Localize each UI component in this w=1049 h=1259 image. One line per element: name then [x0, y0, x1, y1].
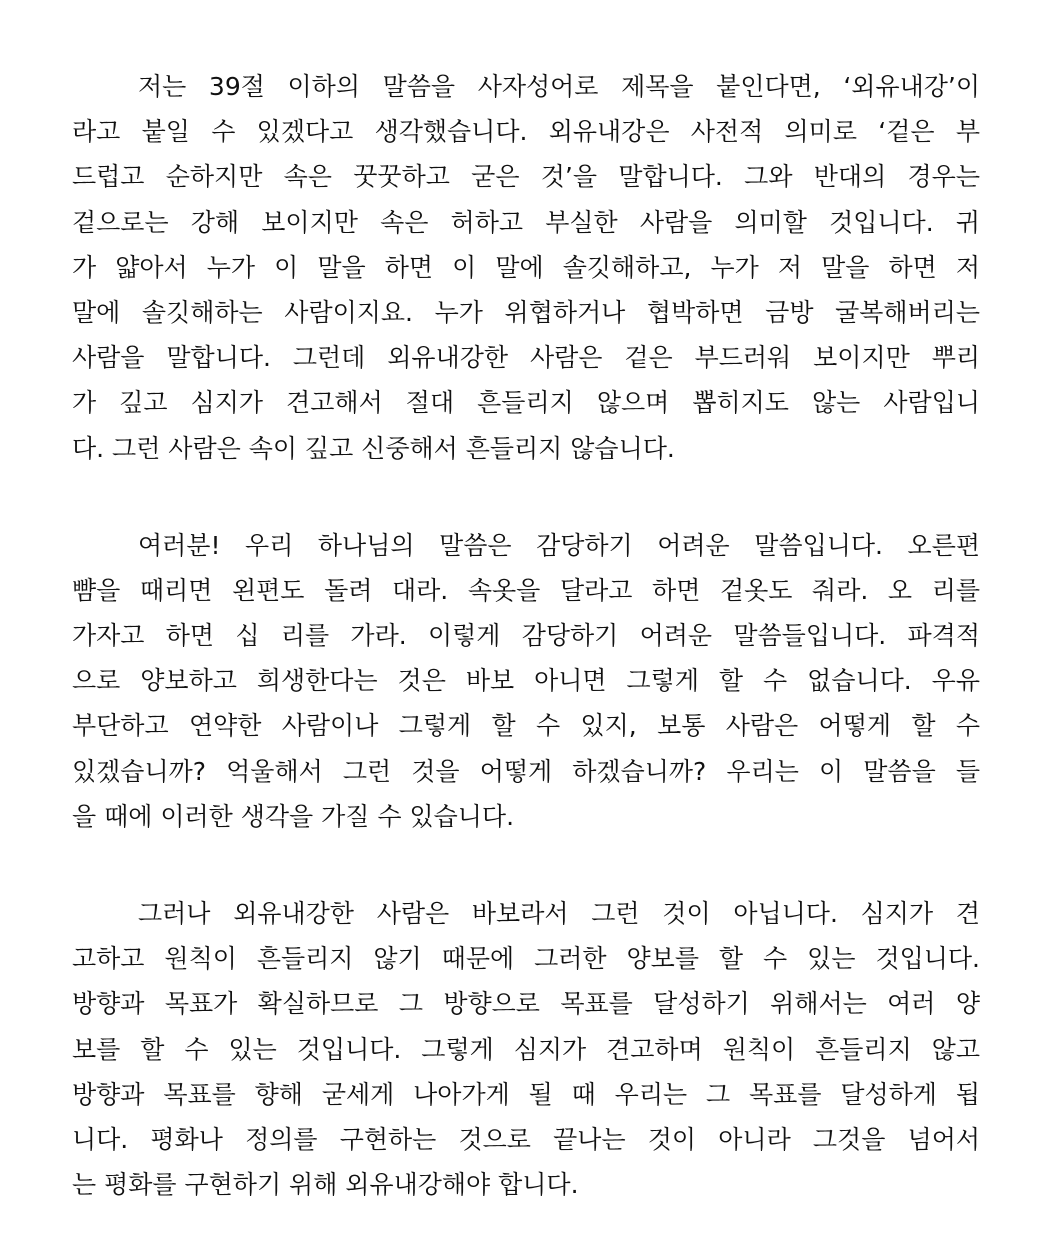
- text-line: 말에 솔깃해하는 사람이지요. 누가 위협하거나 협박하면 금방 굴복해버리는: [72, 297, 980, 327]
- text-line: 가 얇아서 누가 이 말을 하면 이 말에 솔깃해하고, 누가 저 말을 하면 저: [72, 252, 980, 282]
- text-line: 저는 39절 이하의 말씀을 사자성어로 제목을 붙인다면, ‘외유내강’이: [138, 72, 980, 101]
- text-line: 다. 그런 사람은 속이 깊고 신중해서 흔들리지 않습니다.: [72, 433, 675, 463]
- text-line: 보를 할 수 있는 것입니다. 그렇게 심지가 견고하며 원칙이 흔들리지 않고: [72, 1034, 980, 1064]
- text-line: 을 때에 이러한 생각을 가질 수 있습니다.: [72, 801, 515, 831]
- document-page: [72, 64, 980, 1259]
- text-line: 겉으로는 강해 보이지만 속은 허하고 부실한 사람을 의미할 것입니다. 귀: [72, 207, 980, 237]
- paragraph-2: [72, 523, 980, 839]
- text-line: 방향과 목표를 향해 굳세게 나아가게 될 때 우리는 그 목표를 달성하게 됩: [72, 1079, 980, 1109]
- text-line: 뺨을 때리면 왼편도 돌려 대라. 속옷을 달라고 하면 겉옷도 줘라. 오 리를: [72, 575, 980, 605]
- text-line: 있겠습니까? 억울해서 그런 것을 어떻게 하겠습니까? 우리는 이 말씀을 들: [72, 756, 980, 786]
- paragraph-3: [72, 891, 980, 1207]
- text-line: 니다. 평화나 정의를 구현하는 것으로 끝나는 것이 아니라 그것을 넘어서: [72, 1124, 980, 1154]
- text-line: 드럽고 순하지만 속은 꿋꿋하고 굳은 것’을 말합니다. 그와 반대의 경우는: [72, 162, 980, 192]
- text-line: 부단하고 연약한 사람이나 그렇게 할 수 있지, 보통 사람은 어떻게 할 수: [72, 711, 980, 741]
- text-line: 라고 붙일 수 있겠다고 생각했습니다. 외유내강은 사전적 의미로 ‘겉은 부: [72, 117, 980, 147]
- text-line: 가 깊고 심지가 견고해서 절대 흔들리지 않으며 뽑히지도 않는 사람입니: [72, 388, 980, 418]
- text-line: 으로 양보하고 희생한다는 것은 바보 아니면 그렇게 할 수 없습니다. 우유: [72, 666, 980, 696]
- text-line: 가자고 하면 십 리를 가라. 이렇게 감당하기 어려운 말씀들입니다. 파격적: [72, 621, 980, 651]
- text-line: 는 평화를 구현하기 위해 외유내강해야 합니다.: [72, 1170, 579, 1200]
- text-line: 방향과 목표가 확실하므로 그 방향으로 목표를 달성하기 위해서는 여러 양: [72, 989, 980, 1019]
- text-line: 여러분! 우리 하나님의 말씀은 감당하기 어려운 말씀입니다. 오른편: [138, 530, 980, 560]
- text-line: 사람을 말합니다. 그런데 외유내강한 사람은 겉은 부드러워 보이지만 뿌리: [72, 343, 980, 373]
- text-line: 고하고 원칙이 흔들리지 않기 때문에 그러한 양보를 할 수 있는 것입니다.: [72, 944, 980, 974]
- text-line: 그러나 외유내강한 사람은 바보라서 그런 것이 아닙니다. 심지가 견: [138, 899, 980, 928]
- paragraph-1: [72, 64, 980, 471]
